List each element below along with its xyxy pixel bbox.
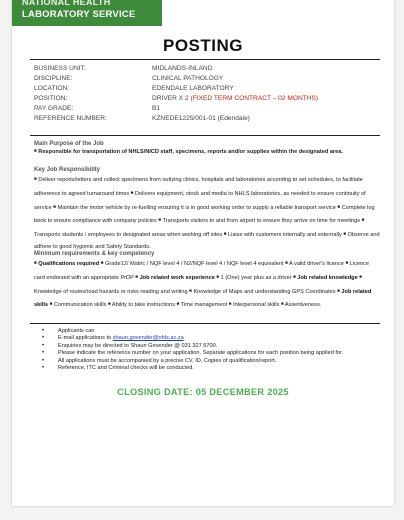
- square-bullet-icon: ■: [176, 301, 180, 307]
- square-bullet-icon: ■: [285, 260, 288, 265]
- detail-value: [152, 94, 318, 104]
- responsibility-item: Transports students / employees to designated areas when working off sites: [34, 232, 223, 239]
- main-purpose-text: [34, 146, 380, 157]
- detail-label: PAY GRADE:: [34, 105, 74, 113]
- applicants-list: [42, 328, 372, 372]
- square-bullet-icon: ■: [359, 273, 362, 279]
- requirement-item: Knowledge of routes/road hazards or risks reading and writing: [34, 288, 188, 295]
- requirement-item: Knowledge of Maps and understanding GPS Coordinates: [193, 288, 336, 295]
- square-bullet-icon: ■: [158, 217, 162, 223]
- qualifications-label: Qualifications required: [38, 261, 100, 267]
- responsibility-text: [34, 173, 380, 254]
- square-bullet-icon: ■: [49, 301, 53, 307]
- square-bullet-icon: ■: [223, 231, 227, 237]
- position-title: DRIVER X 2: [152, 95, 189, 103]
- detail-row: [34, 114, 380, 124]
- responsibility-item: Transports visitors to and from airport to ensure they arrive on time for meetings: [162, 218, 361, 225]
- square-bullet-icon: ■: [34, 260, 37, 265]
- detail-row: [34, 104, 380, 114]
- requirement-item: Assertiveness.: [284, 302, 322, 309]
- list-item: [42, 335, 372, 342]
- list-item: • All applications must be accompanied by a precise CV, ID, Copies of qualification/report.: [42, 358, 372, 365]
- skills-label: Job related skills: [34, 288, 372, 309]
- detail-row: [34, 74, 380, 84]
- square-bullet-icon: ■: [337, 203, 341, 209]
- details-table: [34, 64, 380, 125]
- email-link[interactable]: shaun.govender@nhls.ac.za: [112, 335, 184, 342]
- list-item: • Enquiries may be directed to Shaun Govender @ 031 327 6700.: [42, 343, 372, 350]
- square-bullet-icon: ■: [337, 287, 340, 293]
- responsibility-item: Maintain the motor vehicle by re-fuelling ensuring it is in good working order to supply a reliable transport service: [57, 204, 336, 211]
- square-bullet-icon: ■: [345, 260, 349, 265]
- detail-value: MIDLANDS-INLAND: [152, 65, 213, 72]
- list-item: • Please indicate the reference number on your application. Separate applications for each position being applied for.: [42, 350, 372, 357]
- knowledge-label: Job related knowledge: [297, 274, 358, 281]
- detail-value: EDENDALE LABORATORY: [152, 85, 234, 93]
- contract-note: (FIXED TERM CONTRACT – 02 MONTHS): [190, 95, 319, 103]
- org-name-line1: NATIONAL HEALTH: [22, 0, 111, 7]
- requirement-item: Communication skills: [53, 302, 107, 309]
- square-bullet-icon: ■: [130, 189, 134, 195]
- requirements-divider: [30, 323, 380, 324]
- closing-date: CLOSING DATE: 05 DECEMBER 2025: [117, 387, 289, 397]
- detail-row: [34, 94, 380, 104]
- job-posting-document: [12, 0, 394, 506]
- list-item: • Reference, ITC and Criminal checks will be conducted.: [42, 365, 372, 372]
- requirements-text: [34, 257, 380, 312]
- requirement-item: A valid driver's licence: [289, 261, 344, 267]
- detail-label: LOCATION:: [34, 85, 70, 93]
- requirement-item: Grade12/ Matric / NQF level 4 / N2/NQF level 4 / NQF level 4 equivalent: [105, 261, 284, 267]
- square-bullet-icon: ■: [216, 273, 220, 279]
- requirement-item: Interpersonal skills: [233, 302, 280, 309]
- detail-value: CLINICAL PATHOLOGY: [152, 75, 224, 83]
- responsibility-item: Liaise with customers internally and externally: [227, 232, 342, 239]
- detail-label: REFERENCE NUMBER:: [34, 115, 107, 123]
- org-name-line2: LABORATORY SERVICE: [22, 9, 136, 20]
- requirement-item: Ability to take instructions: [111, 302, 176, 309]
- responsibility-item: Deliver reports/letters and collect specimens from outlying clinics, hospitals and laboratories according to set schedules, to facilitate adherence to agreed turnaround times: [34, 177, 363, 197]
- responsibility-item: Delivers equipment, stock and media to NHLS laboratories, as needed to ensure continuity of service: [34, 190, 366, 211]
- square-bullet-icon: ■: [34, 176, 37, 181]
- main-purpose-heading: Main Purpose of the Job: [34, 141, 104, 147]
- responsibility-item: Complete log book to ensure compliance with company policies: [34, 204, 375, 225]
- detail-label: DISCIPLINE:: [34, 75, 73, 83]
- square-bullet-icon: ■: [34, 148, 37, 153]
- square-bullet-icon: ■: [293, 273, 296, 279]
- detail-row: [34, 64, 380, 74]
- square-bullet-icon: ■: [228, 301, 232, 307]
- square-bullet-icon: ■: [361, 217, 365, 223]
- responsibility-heading: Key Job Responsibility: [34, 167, 101, 173]
- square-bullet-icon: ■: [280, 301, 284, 307]
- detail-value: KZNEDE1225/001-01 (Edendale): [152, 115, 250, 123]
- email-prefix: E-mail applications to: [58, 335, 113, 342]
- requirement-item: 1 (One) year plus as a driver: [220, 274, 292, 281]
- nhls-banner: [12, 0, 162, 26]
- square-bullet-icon: ■: [100, 260, 104, 265]
- square-bullet-icon: ■: [135, 273, 138, 279]
- square-bullet-icon: ■: [53, 203, 56, 209]
- page-title: POSTING: [162, 36, 243, 55]
- square-bullet-icon: ■: [343, 231, 347, 237]
- requirement-item: Time management: [180, 302, 228, 309]
- square-bullet-icon: ■: [107, 301, 111, 307]
- detail-value: B1: [152, 105, 161, 113]
- requirements-heading: Minimum requirements & key competency: [34, 251, 155, 257]
- detail-label: BUSINESS UNIT:: [34, 65, 86, 72]
- responsibility-item: Observe and adhere to good hygienic and Safety Standards.: [34, 232, 380, 250]
- square-bullet-icon: ■: [189, 287, 192, 293]
- experience-label: Job related work experience: [139, 274, 215, 281]
- detail-label: POSITION:: [34, 95, 68, 103]
- details-divider: [30, 135, 380, 136]
- list-item: • Applicants can: [42, 328, 372, 335]
- title-divider: [30, 59, 380, 60]
- requirement-item: Licence card endorsed with an appropriate PrDP: [34, 261, 370, 281]
- main-purpose-sentence: Responsible for transportation of NHLS/NICD staff, specimens, reports and/or supplies within the designated area.: [38, 149, 343, 155]
- detail-row: [34, 84, 380, 94]
